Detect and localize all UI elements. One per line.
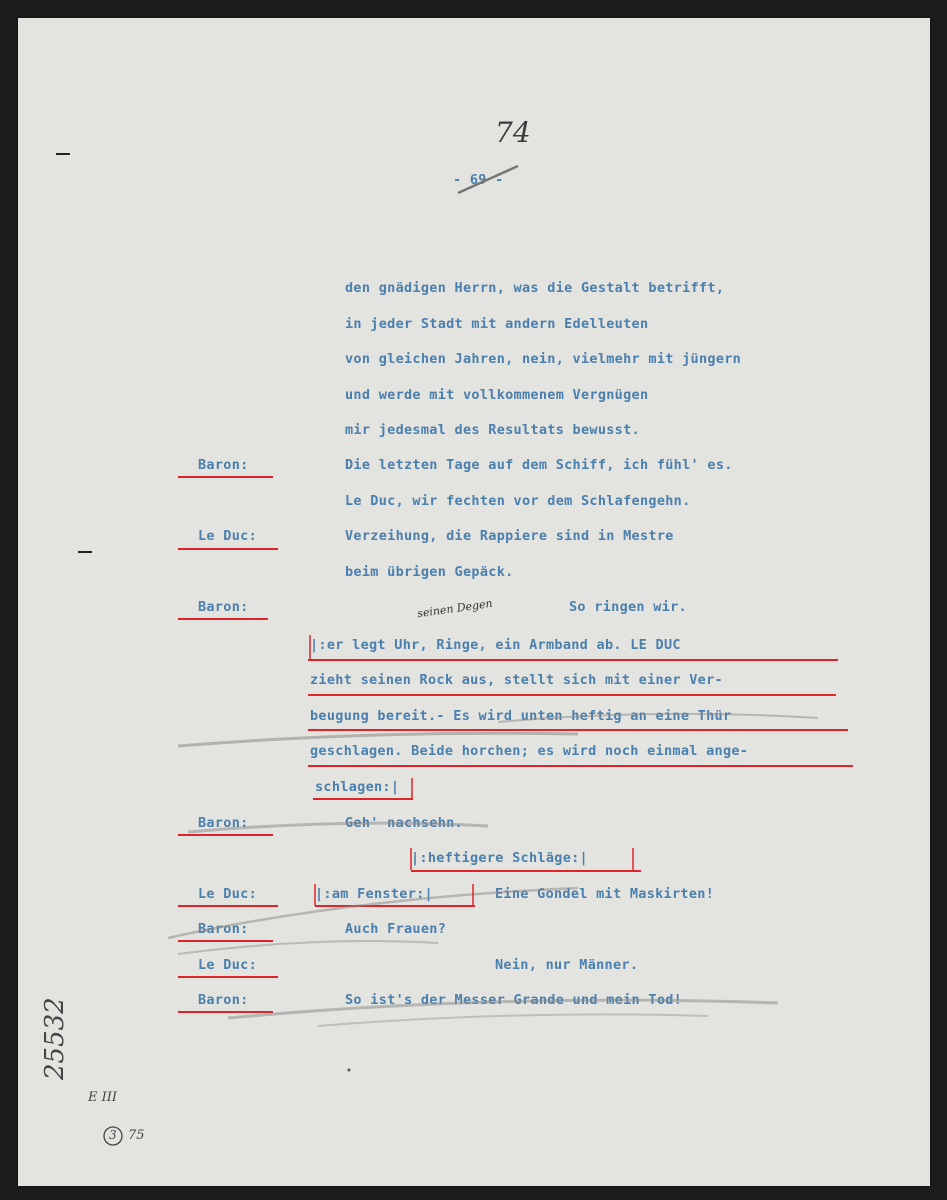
speaker-label: Baron: <box>198 992 249 1008</box>
speaker-label: Le Duc: <box>198 886 257 902</box>
stage-direction-line: schlagen:| <box>315 779 400 795</box>
page-number: - 69 - <box>453 172 504 188</box>
inventory-number: 25532 <box>40 997 70 1080</box>
speaker-label: Baron: <box>198 599 249 615</box>
dialogue-text: So ringen wir. <box>569 599 687 615</box>
dialogue-text: Eine Gondel mit Maskirten! <box>495 886 715 902</box>
pencil-page-number: 74 <box>495 116 531 149</box>
speaker-label: Le Duc: <box>198 957 257 973</box>
document-sheet <box>18 18 930 1186</box>
stage-direction-line: zieht seinen Rock aus, stellt sich mit einer Ver- <box>310 672 723 688</box>
graphite-stroke <box>188 823 488 832</box>
shelf-mark: E III <box>88 1090 118 1105</box>
text-line: in jeder Stadt mit andern Edelleuten <box>345 316 649 332</box>
dialogue-text: Auch Frauen? <box>345 921 447 937</box>
dialogue-text: Nein, nur Männer. <box>495 957 639 973</box>
stage-direction: |:am Fenster:| <box>315 886 433 902</box>
stage-direction-line: beugung bereit.- Es wird unten heftig an eine Thür <box>310 708 732 724</box>
circled-number: 3 <box>109 1128 117 1142</box>
graphite-stroke <box>178 733 578 746</box>
text-line: von gleichen Jahren, nein, vielmehr mit jüngern <box>345 351 742 367</box>
dialogue-text: So ist's der Messer Grande und mein Tod! <box>345 992 683 1008</box>
dialogue-text: Le Duc, wir fechten vor dem Schlafengehn. <box>345 493 691 509</box>
stage-direction-line: geschlagen. Beide horchen; es wird noch einmal ange- <box>310 743 749 759</box>
annotation-strokes <box>18 18 930 1186</box>
speaker-label: Baron: <box>198 921 249 937</box>
graphite-stroke <box>178 941 438 954</box>
graphite-stroke <box>318 1014 708 1026</box>
ink-dot <box>348 1069 351 1072</box>
stage-direction-line: |:er legt Uhr, Ringe, ein Armband ab. LE DUC <box>310 637 681 653</box>
text-line: und werde mit vollkommenem Vergnügen <box>345 387 649 403</box>
page-number-strike <box>458 166 518 193</box>
dialogue-text: Geh' nachsehn. <box>345 815 463 831</box>
text-line: mir jedesmal des Resultats bewusst. <box>345 422 640 438</box>
dialogue-text: Die letzten Tage auf dem Schiff, ich fühl' es. <box>345 457 733 473</box>
sheet-count: 75 <box>128 1128 145 1143</box>
speaker-label: Baron: <box>198 815 249 831</box>
graphite-stroke <box>498 714 818 722</box>
speaker-label: Baron: <box>198 457 249 473</box>
speaker-label: Le Duc: <box>198 528 257 544</box>
graphite-stroke <box>168 888 578 938</box>
dialogue-text: Verzeihung, die Rappiere sind in Mestre <box>345 528 674 544</box>
text-line: den gnädigen Herrn, was die Gestalt betrifft, <box>345 280 725 296</box>
dialogue-text: beim übrigen Gepäck. <box>345 564 514 580</box>
stage-direction: |:heftigere Schläge:| <box>411 850 588 866</box>
handwritten-insertion: seinen Degen <box>416 596 494 621</box>
